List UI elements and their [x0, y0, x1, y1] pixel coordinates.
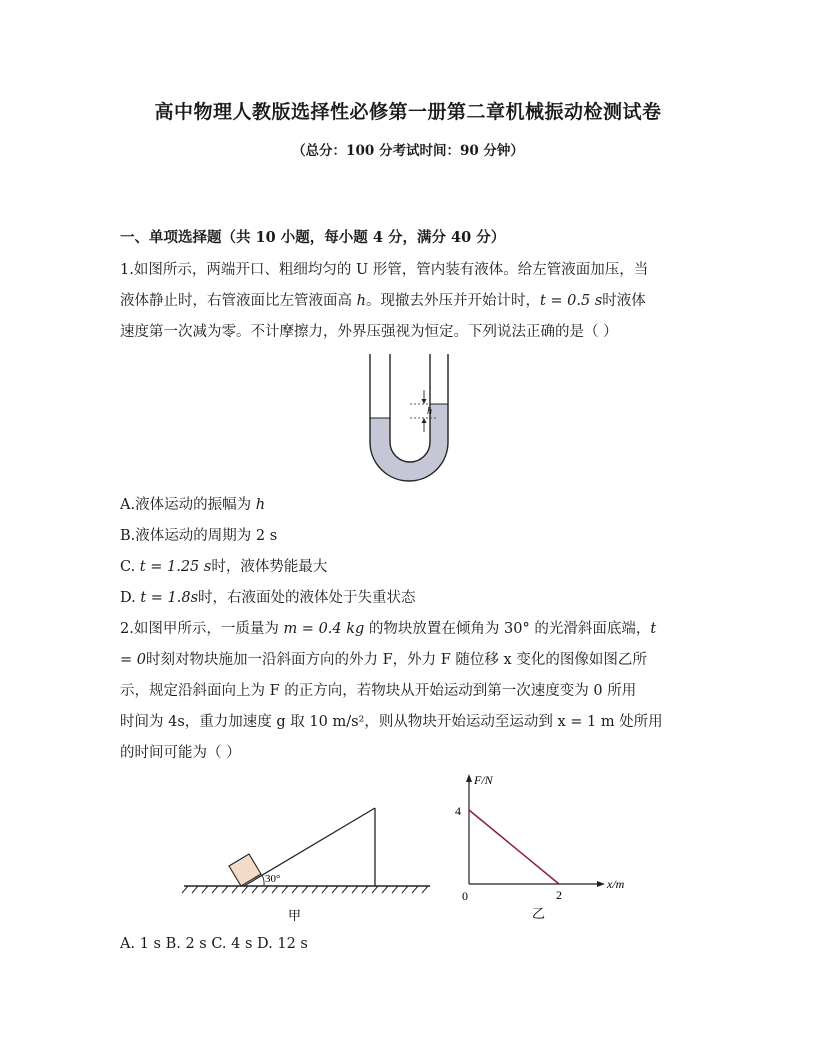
- q1-option-d-time: t = 1.8s: [140, 590, 199, 606]
- incline-surface: [244, 808, 375, 886]
- y-tick-label: 4: [455, 804, 461, 818]
- q1-option-a[interactable]: [120, 493, 700, 514]
- block: [229, 854, 261, 886]
- x-tick-label: 2: [556, 888, 562, 902]
- section-heading: 一、单项选择题（共 10 小题，每小题 4 分，满分 40 分）: [120, 229, 506, 246]
- force-data-point: [558, 883, 560, 885]
- y-axis-arrow: [466, 774, 472, 782]
- q1-option-c-pre: C.: [120, 559, 140, 575]
- q2-line-5: 的时间可能为（ ）: [120, 745, 241, 761]
- q2-t-zero: = 0: [120, 652, 146, 668]
- q1-option-c[interactable]: [120, 555, 700, 576]
- page-title: 高中物理人教版选择性必修第一册第二章机械振动检测试卷: [154, 101, 662, 123]
- q2-line-1-mid: 的物块放置在倾角为 30° 的光滑斜面底端，: [364, 621, 651, 637]
- q1-option-b[interactable]: B.液体运动的周期为 2 s: [120, 528, 278, 544]
- q1-line-2-pre: 液体静止时，右管液面比左管液面高: [120, 293, 357, 309]
- origin-label: 0: [462, 889, 468, 903]
- q1-line-2-mid: 。现撤去外压并开始计时，: [365, 293, 540, 309]
- q2-mass: m = 0.4 kg: [283, 621, 365, 637]
- force-series-line: [469, 810, 559, 884]
- q1-option-c-time: t = 1.25 s: [139, 559, 212, 575]
- q2-options[interactable]: A. 1 s B. 2 s C. 4 s D. 12 s: [120, 936, 308, 952]
- x-axis-arrow: [597, 881, 605, 887]
- q1-line-2-post: 时液体: [602, 293, 646, 309]
- force-displacement-chart: [440, 770, 640, 930]
- q1-option-a-text: A.液体运动的振幅为: [120, 497, 256, 513]
- q1-option-a-var: h: [255, 497, 266, 513]
- angle-label: 30°: [265, 873, 281, 885]
- q2-line-1-pre: 2.如图甲所示，一质量为: [120, 621, 284, 637]
- q2-var-t: t: [650, 621, 657, 637]
- fig-jia-caption: 甲: [288, 909, 302, 924]
- q2-line-4: 时间为 4s，重力加速度 g 取 10 m/s²，则从物块开始运动至运动到 x = 1 m 处所用: [120, 714, 663, 730]
- u-tube-inner-wall: [390, 354, 430, 462]
- incline-figure: [180, 800, 440, 930]
- q1-var-h: h: [356, 293, 366, 309]
- page-subtitle: （总分：100 分考试时间：90 分钟）: [292, 143, 524, 159]
- q1-line-3: 速度第一次减为零。不计摩擦力，外界压强视为恒定。下列说法正确的是（ ）: [120, 324, 618, 340]
- fig-yi-caption: 乙: [532, 907, 546, 922]
- q1-time: t = 0.5 s: [539, 293, 603, 309]
- ground-hatching: [182, 886, 428, 893]
- q1-option-d-pre: D.: [120, 590, 141, 606]
- h-label: h: [427, 406, 432, 417]
- q2-line-3: 示，规定沿斜面向上为 F 的正方向，若物块从开始运动到第一次速度变为 0 所用: [120, 683, 637, 699]
- force-data-point: [468, 809, 470, 811]
- q1-option-c-post: 时，液体势能最大: [211, 559, 328, 575]
- y-axis-label: F/N: [474, 773, 493, 787]
- q1-option-d[interactable]: [120, 586, 700, 607]
- q2-line-2: [120, 648, 700, 669]
- angle-arc: [262, 875, 264, 886]
- q1-option-d-post: 时，右液面处的液体处于失重状态: [198, 590, 416, 606]
- q1-line-2: [120, 289, 700, 310]
- u-tube-figure: [360, 352, 460, 482]
- q2-line-2-post: 时刻对物块施加一沿斜面方向的外力 F，外力 F 随位移 x 变化的图像如图乙所: [145, 652, 647, 668]
- x-axis-label: x/m: [607, 877, 625, 891]
- q2-line-1: [120, 617, 700, 638]
- q1-line-1: 1.如图所示，两端开口、粗细均匀的 U 形管，管内装有液体。给左管液面加压，当: [120, 262, 649, 278]
